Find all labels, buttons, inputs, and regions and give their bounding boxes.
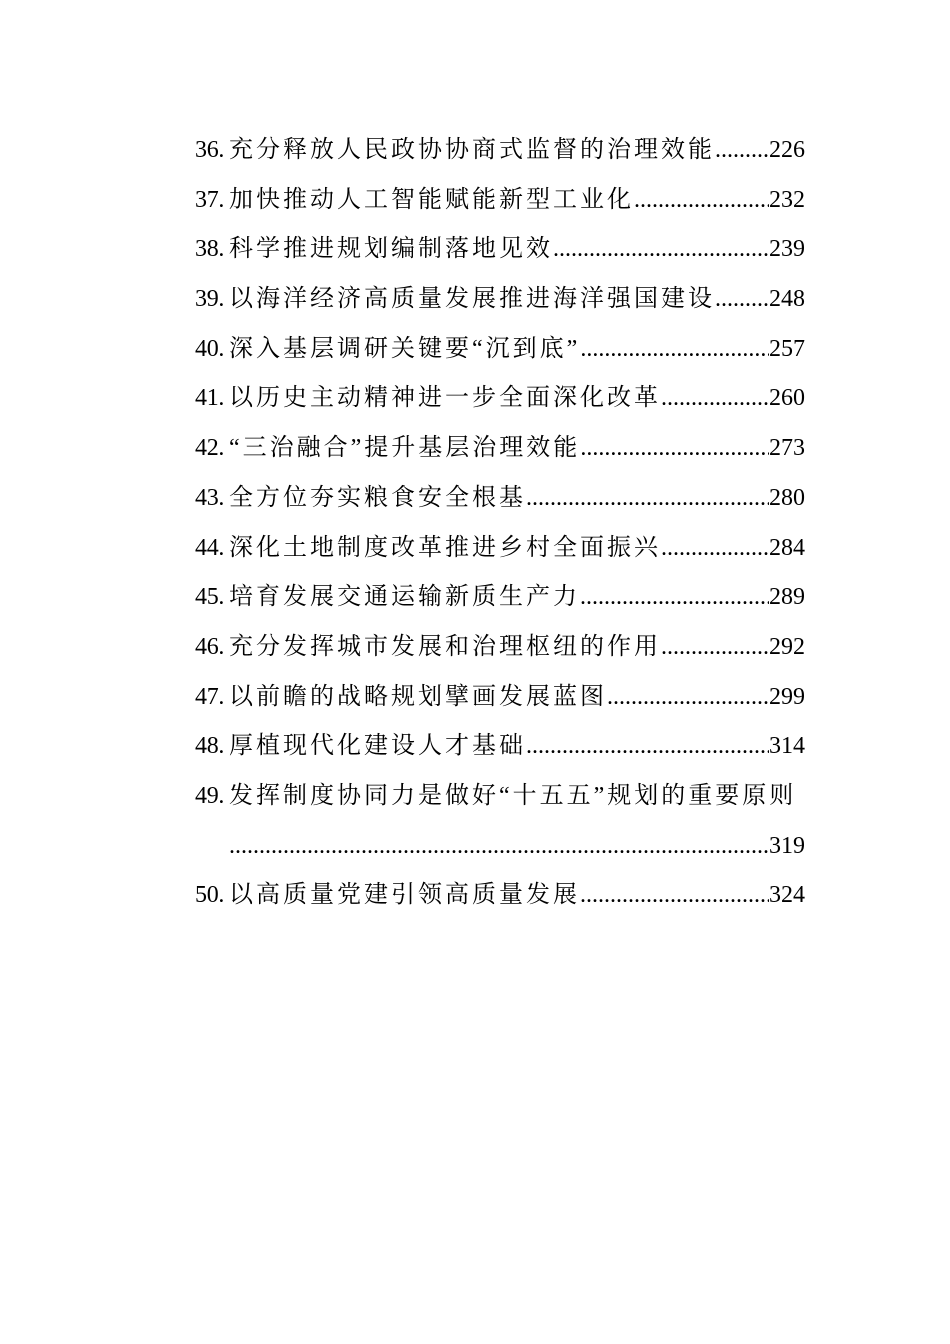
entry-number: 44. bbox=[195, 534, 225, 561]
dot-leader bbox=[715, 275, 769, 325]
entry-number: 50. bbox=[195, 882, 225, 909]
toc-entry-37[interactable] bbox=[195, 176, 805, 226]
entry-title: 发挥制度协同力是做好“十五五”规划的重要原则 bbox=[229, 782, 797, 809]
entry-number: 41. bbox=[195, 385, 225, 412]
entry-number: 47. bbox=[195, 683, 225, 710]
dot-leader bbox=[526, 722, 769, 772]
entry-title: 深入基层调研关键要“沉到底” bbox=[229, 335, 581, 362]
entry-page-number: 257 bbox=[769, 335, 805, 362]
entry-title: 全方位夯实粮食安全根基 bbox=[229, 484, 526, 511]
entry-number: 48. bbox=[195, 733, 225, 760]
entry-number: 46. bbox=[195, 633, 225, 660]
entry-number: 49. bbox=[195, 782, 225, 809]
entry-page-number: 289 bbox=[769, 584, 805, 611]
entry-title: “三治融合”提升基层治理效能 bbox=[229, 435, 581, 462]
entry-page-number: 239 bbox=[769, 236, 805, 263]
entry-title: 以海洋经济高质量发展推进海洋强国建设 bbox=[229, 286, 715, 313]
entry-title: 以历史主动精神进一步全面深化改革 bbox=[229, 385, 661, 412]
dot-leader bbox=[661, 524, 769, 574]
dot-leader bbox=[580, 424, 769, 474]
entry-title: 以前瞻的战略规划擘画发展蓝图 bbox=[229, 683, 607, 710]
entry-page-number: 280 bbox=[769, 484, 805, 511]
dot-leader bbox=[580, 573, 769, 623]
entry-number: 45. bbox=[195, 584, 225, 611]
dot-leader bbox=[661, 623, 769, 673]
entry-page-number: 299 bbox=[769, 683, 805, 710]
dot-leader bbox=[553, 225, 769, 275]
entry-number: 40. bbox=[195, 335, 225, 362]
entry-number: 42. bbox=[195, 435, 225, 462]
entry-number: 38. bbox=[195, 236, 225, 263]
entry-page-number: 319 bbox=[769, 832, 805, 859]
entry-number: 39. bbox=[195, 286, 225, 313]
entry-number: 43. bbox=[195, 484, 225, 511]
entry-page-number: 226 bbox=[769, 137, 805, 163]
toc-entry-49-continued[interactable] bbox=[195, 822, 805, 872]
entry-page-number: 284 bbox=[769, 534, 805, 561]
toc-entry-47[interactable] bbox=[195, 673, 805, 723]
toc-entry-46[interactable] bbox=[195, 623, 805, 673]
toc-entry-36[interactable] bbox=[195, 126, 805, 176]
toc-entry-40[interactable] bbox=[195, 325, 805, 375]
entry-title: 深化土地制度改革推进乡村全面振兴 bbox=[229, 534, 661, 561]
entry-page-number: 273 bbox=[769, 435, 805, 462]
toc-entry-44[interactable] bbox=[195, 524, 805, 574]
toc-entry-48[interactable] bbox=[195, 722, 805, 772]
toc-entry-42[interactable] bbox=[195, 424, 805, 474]
entry-number: 37. bbox=[195, 186, 225, 213]
dot-leader bbox=[607, 673, 769, 723]
toc-entry-39[interactable] bbox=[195, 275, 805, 325]
entry-page-number: 248 bbox=[769, 286, 805, 313]
toc-entry-41[interactable] bbox=[195, 374, 805, 424]
dot-leader bbox=[580, 871, 769, 921]
entry-title: 科学推进规划编制落地见效 bbox=[229, 236, 553, 263]
toc-entry-45[interactable] bbox=[195, 573, 805, 623]
entry-title: 厚植现代化建设人才基础 bbox=[229, 733, 526, 760]
toc-entry-38[interactable] bbox=[195, 225, 805, 275]
entry-title: 加快推动人工智能赋能新型工业化 bbox=[229, 186, 634, 213]
entry-page-number: 292 bbox=[769, 633, 805, 660]
toc-entry-49[interactable] bbox=[195, 772, 805, 822]
dot-leader bbox=[715, 126, 769, 176]
entry-title: 充分释放人民政协协商式监督的治理效能 bbox=[229, 137, 715, 163]
entry-page-number: 232 bbox=[769, 186, 805, 213]
entry-title: 充分发挥城市发展和治理枢纽的作用 bbox=[229, 633, 661, 660]
dot-leader bbox=[661, 374, 769, 424]
entry-page-number: 314 bbox=[769, 733, 805, 760]
table-of-contents bbox=[195, 126, 805, 921]
dot-leader bbox=[526, 474, 769, 524]
entry-title: 培育发展交通运输新质生产力 bbox=[229, 584, 580, 611]
dot-leader bbox=[634, 176, 769, 226]
toc-entry-43[interactable] bbox=[195, 474, 805, 524]
entry-page-number: 260 bbox=[769, 385, 805, 412]
toc-entry-50[interactable] bbox=[195, 871, 805, 921]
entry-number: 36. bbox=[195, 137, 225, 163]
dot-leader bbox=[580, 325, 769, 375]
entry-title: 以高质量党建引领高质量发展 bbox=[229, 882, 580, 909]
entry-page-number: 324 bbox=[769, 882, 805, 909]
dot-leader bbox=[229, 822, 769, 872]
